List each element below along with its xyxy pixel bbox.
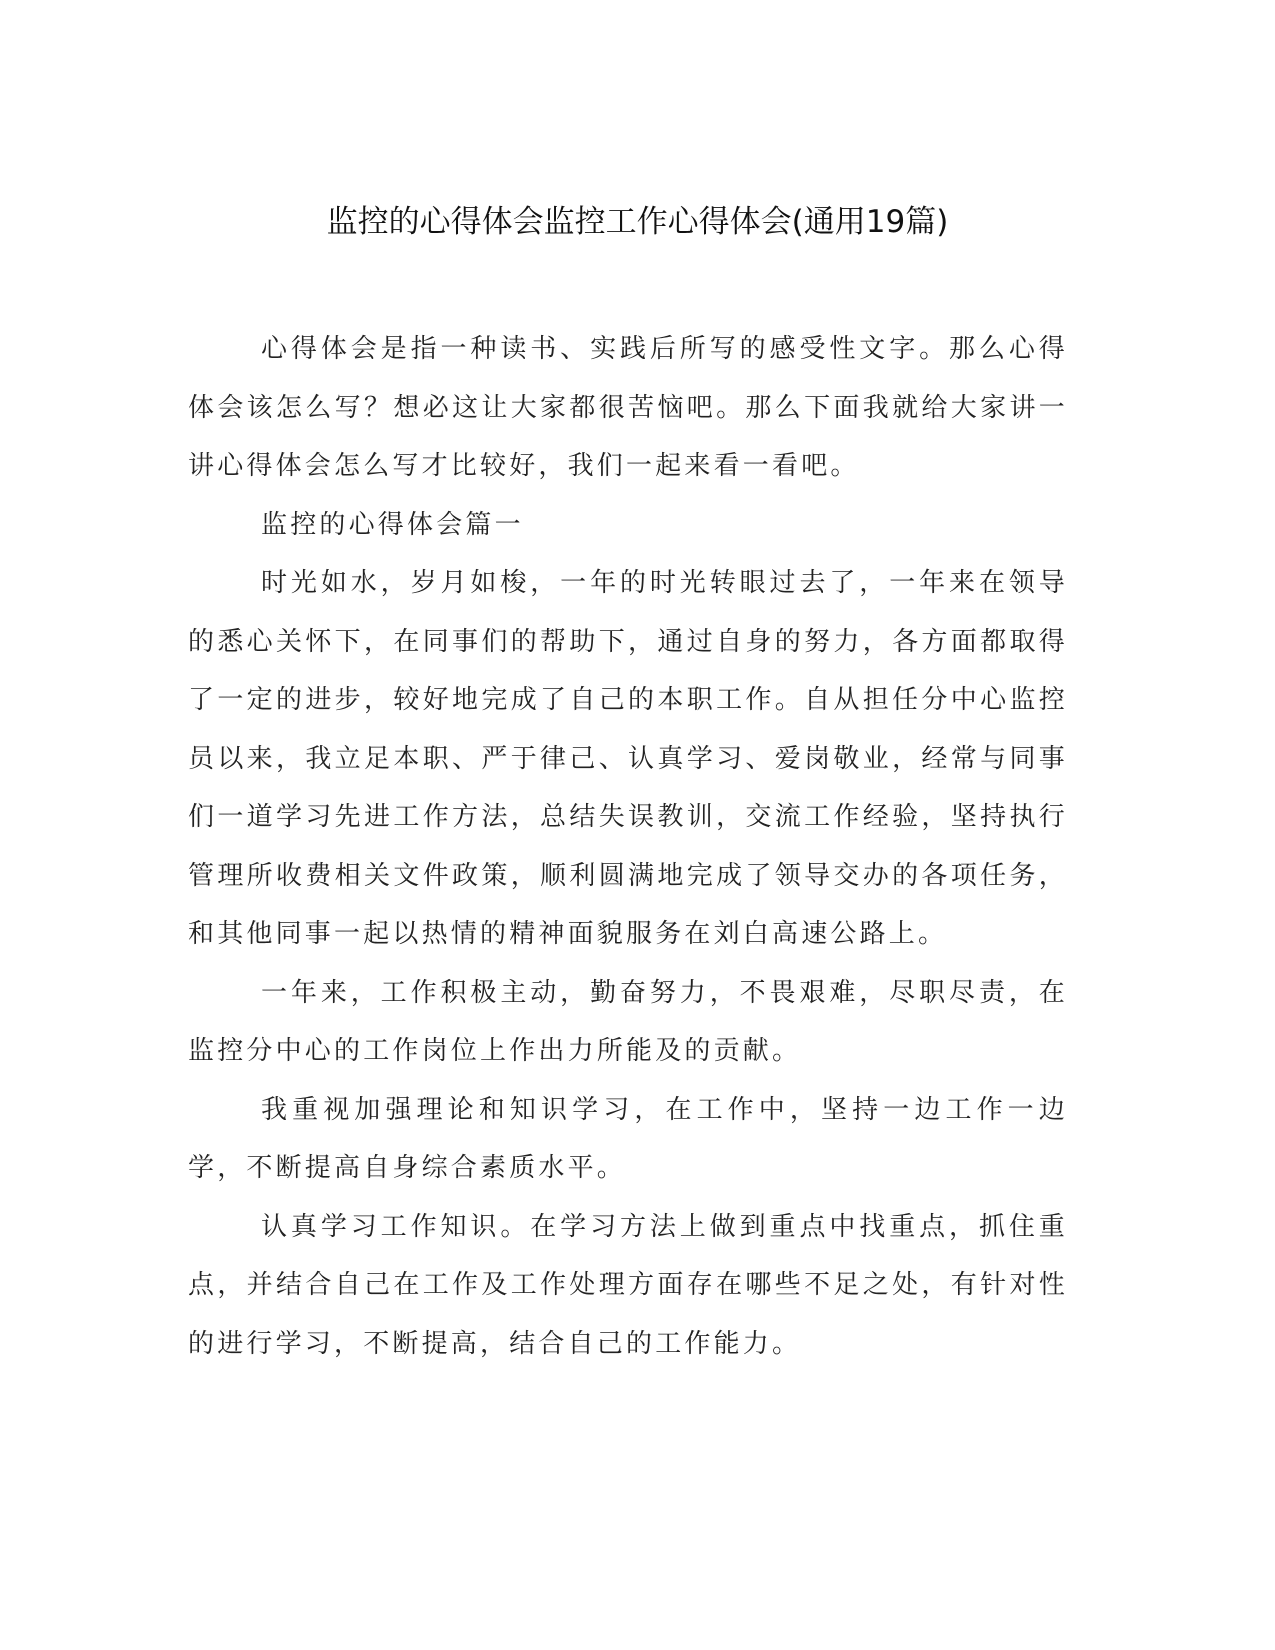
document-title: 监控的心得体会监控工作心得体会(通用19篇) [326, 204, 949, 240]
intro-paragraph: 心得体会是指一种读书、实践后所写的感受性文字。那么心得体会该怎么写？想必这让大家都很苦恼吧。那么下面我就给大家讲一讲心得体会怎么写才比较好，我们一起来看一看吧。 [188, 334, 1068, 481]
section-heading: 监控的心得体会篇一 [261, 509, 524, 540]
body-paragraph: 时光如水，岁月如梭，一年的时光转眼过去了，一年来在领导的悉心关怀下，在同事们的帮助下，通过自身的努力，各方面都取得了一定的进步，较好地完成了自己的本职工作。自从担任分中心监控员以来，我立足本职、严于律己、认真学习、爱岗敬业，经常与同事们一道学习先进工作方法，总结失误教训，交流工作经验，坚持执行管理所收费相关文件政策，顺利圆满地完成了领导交办的各项任务，和其他同事一起以热情的精神面貌服务在刘白高速公路上。 [188, 568, 1068, 949]
body-paragraph: 我重视加强理论和知识学习，在工作中，坚持一边工作一边学，不断提高自身综合素质水平。 [188, 1094, 1068, 1183]
document-body [188, 320, 1068, 1373]
body-paragraph: 一年来，工作积极主动，勤奋努力，不畏艰难，尽职尽责，在监控分中心的工作岗位上作出力所能及的贡献。 [188, 977, 1068, 1066]
body-paragraph: 认真学习工作知识。在学习方法上做到重点中找重点，抓住重点，并结合自己在工作及工作处理方面存在哪些不足之处，有针对性的进行学习，不断提高，结合自己的工作能力。 [188, 1211, 1068, 1359]
